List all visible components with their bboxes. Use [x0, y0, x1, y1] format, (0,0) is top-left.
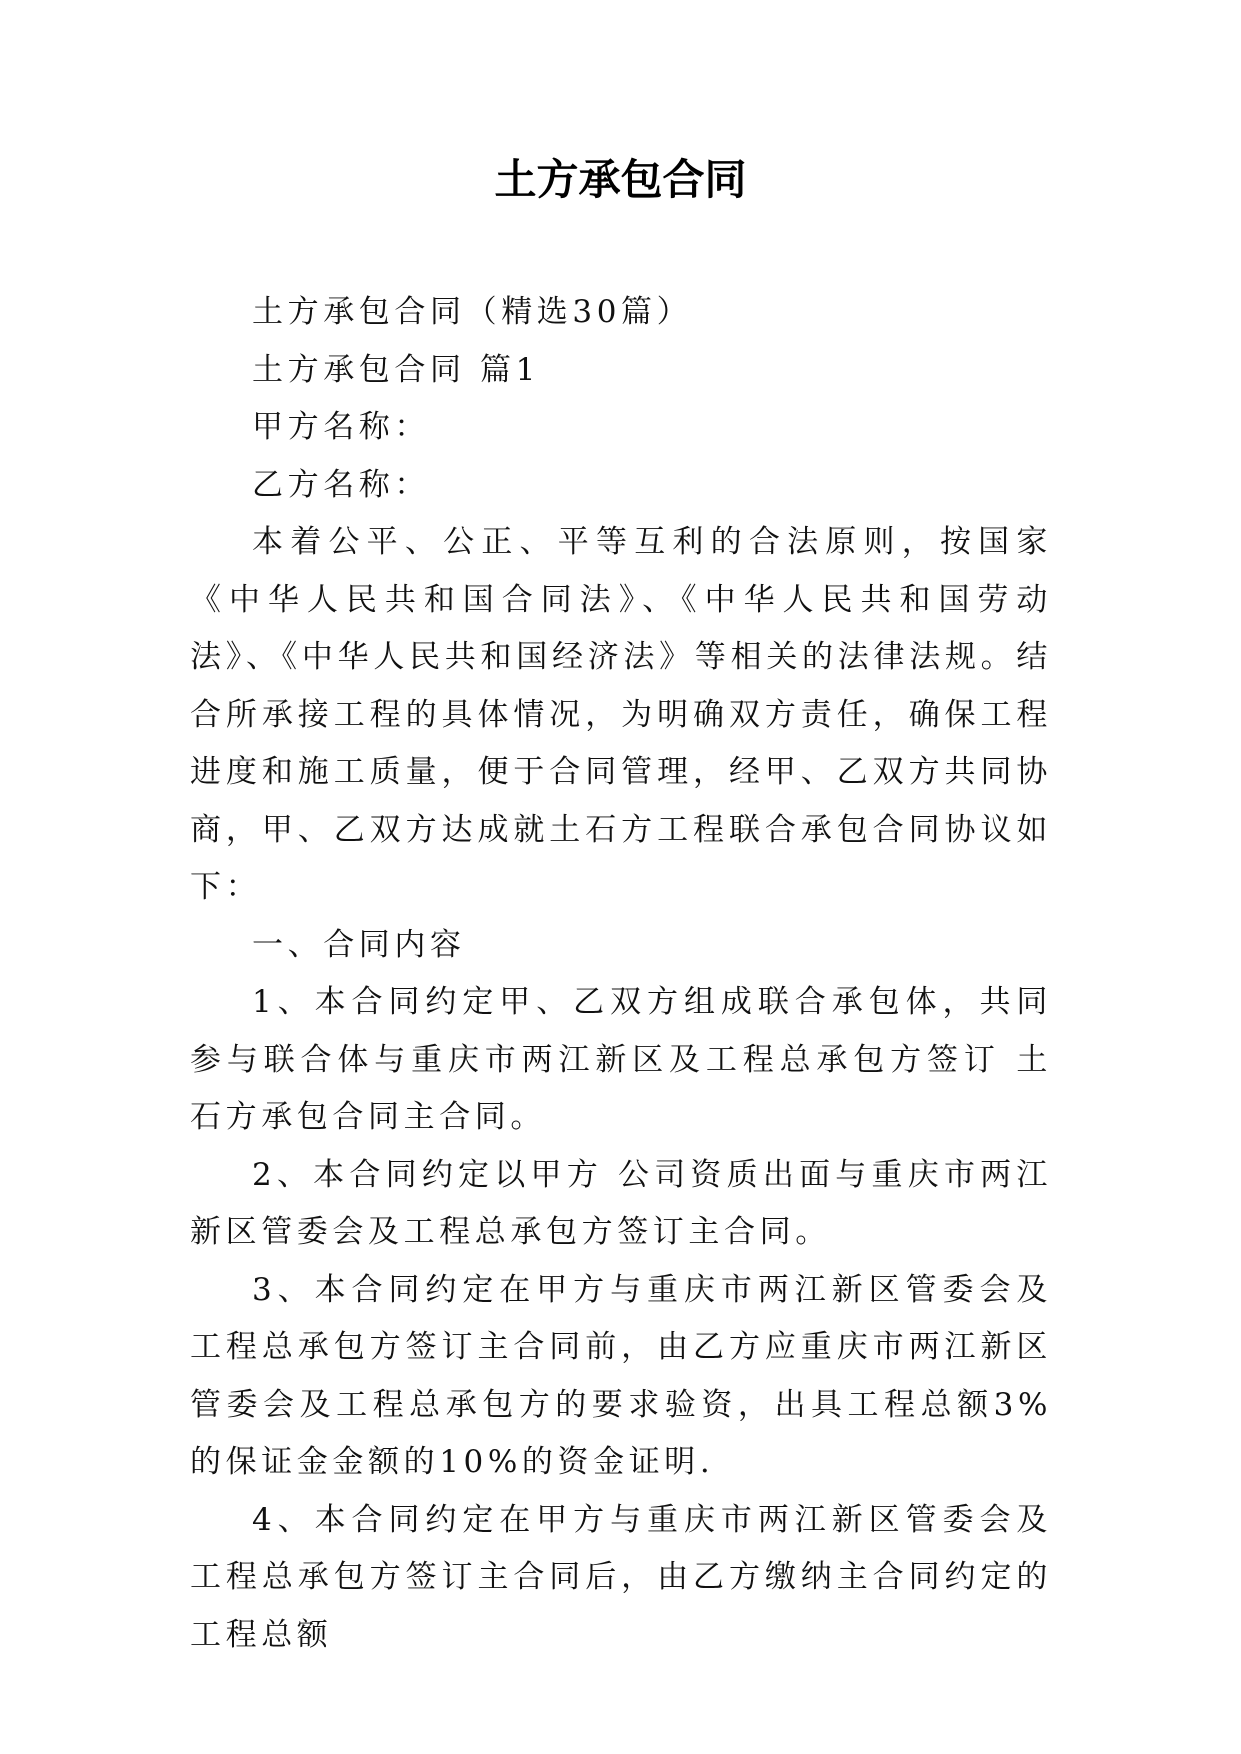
document-body: [190, 284, 1052, 1664]
paragraph-contract-content-heading: 一、合同内容: [252, 926, 466, 963]
paragraph-party-b: 乙方名称：: [252, 466, 430, 503]
paragraph-preamble: 本着公平、公正、平等互利的合法原则，按国家《中华人民共和国合同法》、《中华人民共和国劳动法》、《中华人民共和国经济法》等相关的法律法规。结合所承接工程的具体情况，为明确双方责任，确保工程进度和施工质量，便于合同管理，经甲、乙双方共同协商，甲、乙双方达成就土石方工程联合承包合同协议如下：: [190, 524, 1052, 905]
paragraph-section-heading: 土方承包合同 篇1: [252, 351, 540, 388]
paragraph-subtitle: 土方承包合同（精选30篇）: [252, 294, 693, 330]
paragraph-clause-2: 2、本合同约定以甲方 公司资质出面与重庆市两江新区管委会及工程总承包方签订主合同。: [190, 1156, 1052, 1250]
paragraph-clause-3: 3、本合同约定在甲方与重庆市两江新区管委会及工程总承包方签订主合同前，由乙方应重庆市两江新区管委会及工程总承包方的要求验资，出具工程总额3%的保证金金额的10%的资金证明.: [190, 1271, 1052, 1480]
paragraph-clause-1: 1、本合同约定甲、乙双方组成联合承包体，共同参与联合体与重庆市两江新区及工程总承包方签订 土石方承包合同主合同。: [190, 984, 1052, 1135]
document-title: 土方承包合同: [494, 155, 747, 204]
paragraph-clause-4: 4、本合同约定在甲方与重庆市两江新区管委会及工程总承包方签订主合同后，由乙方缴纳主合同约定的工程总额: [190, 1501, 1052, 1653]
paragraph-party-a: 甲方名称：: [252, 409, 430, 445]
